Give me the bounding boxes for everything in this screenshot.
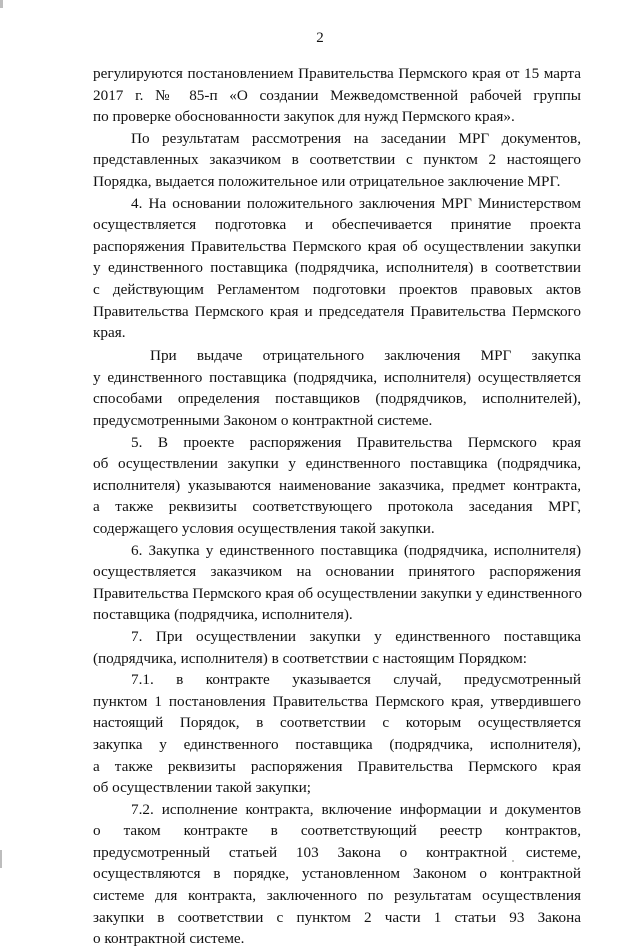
- text-line: Правительства Пермского края и председателя Правительства Пермского: [93, 302, 581, 320]
- text-line: регулируются постановлением Правительства Пермского края от 15 марта: [93, 65, 581, 82]
- text-line: 6. Закупка у единственного поставщика (подрядчика, исполнителя): [131, 541, 581, 559]
- text-line: с действующим Регламентом подготовки проектов правовых актов: [93, 280, 581, 298]
- text-line: 7.2. исполнение контракта, включение информации и документов: [131, 800, 581, 818]
- text-line: пунктом 1 постановления Правительства Пермского края, утвердившего: [93, 692, 581, 710]
- text-line: Порядка, выдается положительное или отрицательное заключение МРГ.: [93, 172, 561, 190]
- text-line: содержащего условия осуществления такой закупки.: [93, 519, 435, 537]
- text-line: закупки в соответствии с пунктом 2 части 1 статьи 93 Закона: [93, 908, 581, 926]
- text-line: 5. В проекте распоряжения Правительства Пермского края: [131, 433, 581, 451]
- text-line: о контрактной системе.: [93, 930, 245, 948]
- text-line: 7.1. в контракте указывается случай, предусмотренный: [131, 671, 581, 689]
- text-line: об осуществлении закупки у единственного поставщика (подрядчика,: [93, 455, 581, 473]
- scan-edge-mark: [0, 850, 2, 868]
- scan-edge-mark: [0, 0, 3, 8]
- text-line: о таком контракте в соответствующий реестр контрактов,: [93, 822, 581, 840]
- text-line: По результатам рассмотрения на заседании МРГ документов,: [131, 129, 581, 147]
- text-line: по проверке обоснованности закупок для нужд Пермского края».: [93, 108, 515, 126]
- text-line: 7. При осуществлении закупки у единственного поставщика: [131, 627, 581, 645]
- text-line: исполнителя) указываются наименование заказчика, предмет контракта,: [93, 476, 581, 494]
- text-line: системе для контракта, заключенного по результатам осуществления: [93, 887, 581, 905]
- text-line: края.: [93, 324, 126, 342]
- text-line: Правительства Пермского края об осуществлении закупки у единственного: [93, 584, 582, 602]
- text-line: способами определения поставщиков (подрядчиков, исполнителей),: [93, 390, 581, 408]
- text-line: у единственного поставщика (подрядчика, исполнителя) в соответствии: [93, 259, 581, 277]
- text-line: а также реквизиты соответствующего протокола заседания МРГ,: [93, 498, 581, 516]
- text-line: 2017 г. № 85-п «О создании Межведомственной рабочей группы: [93, 86, 581, 104]
- text-line: настоящий Порядок, в соответствии с которым осуществляется: [93, 714, 581, 732]
- text-line: осуществляется заказчиком на основании принятого распоряжения: [93, 563, 581, 581]
- text-line: предусмотренными Законом о контрактной системе.: [93, 412, 433, 429]
- text-line: осуществляется подготовка и обеспечивается принятие проекта: [93, 216, 581, 234]
- text-line: 4. На основании положительного заключения МРГ Министерством: [131, 194, 581, 212]
- text-line: представленных заказчиком в соответствии с пунктом 2 настоящего: [93, 151, 581, 169]
- text-line: об осуществлении такой закупки;: [93, 779, 311, 797]
- text-line: а также реквизиты распоряжения Правительства Пермского края: [93, 757, 581, 775]
- text-line: у единственного поставщика (подрядчика, исполнителя) осуществляется: [93, 368, 581, 386]
- text-line: поставщика (подрядчика, исполнителя).: [93, 606, 353, 624]
- text-line: закупка у единственного поставщика (подрядчика, исполнителя),: [93, 735, 581, 753]
- text-line: осуществляются в порядке, установленном Законом о контрактной: [93, 865, 581, 883]
- text-line: предусмотренный статьей 103 Закона о контрактной системе,: [93, 843, 581, 861]
- text-line: (подрядчика, исполнителя) в соответствии с настоящим Порядком:: [93, 649, 527, 667]
- text-line: При выдаче отрицательного заключения МРГ закупка: [150, 347, 581, 365]
- page-number: 2: [316, 30, 324, 46]
- document-body: [93, 63, 581, 950]
- text-line: распоряжения Правительства Пермского края об осуществлении закупки: [93, 237, 581, 255]
